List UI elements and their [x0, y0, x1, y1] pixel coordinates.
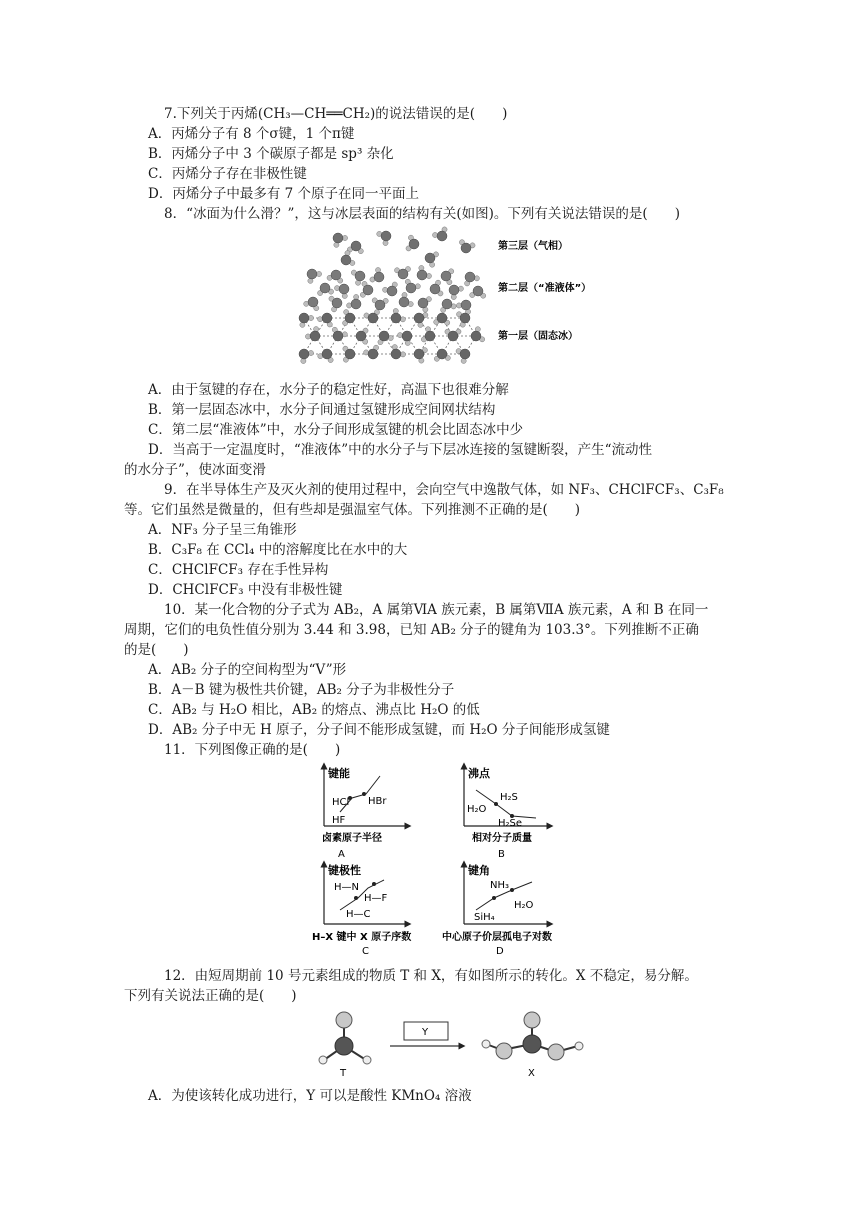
q12-option-a: A．为使该转化成功进行，Y 可以是酸性 KMnO₄ 溶液 [148, 1088, 472, 1104]
q10-option-d: D．AB₂ 分子中无 H 原子，分子间不能形成氢键，而 H₂O 分子间能形成氢键 [148, 722, 610, 738]
svg-text:T: T [340, 1068, 347, 1079]
graph-c [312, 863, 411, 957]
svg-text:D: D [496, 946, 504, 957]
q8-option-d-line2: 的水分子”，使冰面变滑 [124, 462, 266, 478]
q8-option-b: B．第一层固态冰中，水分子间通过氢键形成空间网状结构 [148, 402, 496, 418]
q9-option-a: A．NF₃ 分子呈三角锥形 [148, 522, 297, 538]
svg-text:H–X 键中 X 原子序数: H–X 键中 X 原子序数 [312, 932, 412, 943]
svg-text:键能: 键能 [328, 767, 350, 780]
svg-text:中心原子价层孤电子对数: 中心原子价层孤电子对数 [442, 932, 552, 943]
svg-text:H₂S: H₂S [500, 792, 518, 803]
q9-stem-line1: 9．在半导体生产及灭火剂的使用过程中，会向空气中逸散气体，如 NF₃、CHClFCF₃、C₃F₈ [164, 482, 724, 498]
q9-option-d: D．CHClFCF₃ 中没有非极性键 [148, 582, 343, 598]
molecule-x [482, 1012, 583, 1079]
svg-text:相对分子质量: 相对分子质量 [472, 833, 532, 844]
label-layer-2: 第二层（“准液体”） [498, 283, 592, 294]
q10-option-b: B．A－B 键为极性共价键，AB₂ 分子为非极性分子 [148, 682, 455, 698]
q10-option-c: C．AB₂ 与 H₂O 相比，AB₂ 的熔点、沸点比 H₂O 的低 [148, 702, 480, 718]
q7-option-c: C．丙烯分子存在非极性键 [148, 166, 307, 182]
q10-stem-line1: 10．某一化合物的分子式为 AB₂，A 属第ⅥA 族元素，B 属第ⅦA 族元素，A 和 B 在同一 [164, 602, 709, 618]
t-to-x-reaction-figure [300, 1006, 600, 1082]
svg-text:A: A [338, 849, 345, 860]
label-layer-1: 第一层（固态冰） [498, 331, 578, 342]
q7-option-b: B．丙烯分子中 3 个碳原子都是 sp³ 杂化 [148, 146, 394, 162]
svg-text:键极性: 键极性 [328, 864, 361, 877]
q8-option-d-line1: D．当高于一定温度时，“准液体”中的水分子与下层冰连接的氢键断裂，产生“流动性 [148, 442, 653, 458]
svg-text:C: C [362, 946, 369, 957]
svg-text:H—N: H—N [334, 882, 359, 893]
bond-graphs-figure [300, 760, 590, 958]
q10-option-a: A．AB₂ 分子的空间构型为“V”形 [148, 662, 347, 678]
q9-option-c: C．CHClFCF₃ 存在手性异构 [148, 562, 329, 578]
q9-stem-line2: 等。它们虽然是微量的，但有些却是强温室气体。下列推测不正确的是( ) [124, 502, 581, 518]
svg-text:H—C: H—C [346, 909, 371, 920]
molecule-t [319, 1012, 371, 1079]
q7-option-a: A．丙烯分子有 8 个σ键，1 个π键 [148, 126, 355, 142]
svg-text:SiH₄: SiH₄ [474, 912, 495, 923]
ice-layer-figure [290, 226, 620, 366]
svg-text:H₂O: H₂O [467, 804, 487, 815]
q8-option-c: C．第二层“准液体”中，水分子间形成氢键的机会比固态冰中少 [148, 422, 524, 438]
svg-text:HCl: HCl [332, 797, 350, 808]
q9-option-b: B．C₃F₈ 在 CCl₄ 中的溶解度比在水中的大 [148, 542, 408, 558]
q12-stem-line2: 下列有关说法正确的是( ) [124, 988, 297, 1004]
svg-text:卤素原子半径: 卤素原子半径 [322, 833, 382, 844]
q8-option-a: A．由于氢键的存在，水分子的稳定性好，高温下也很难分解 [148, 382, 509, 398]
svg-text:键角: 键角 [468, 864, 490, 877]
svg-text:沸点: 沸点 [468, 767, 490, 780]
graph-a [322, 766, 408, 860]
q10-stem-line2: 周期，它们的电负性值分别为 3.44 和 3.98，已知 AB₂ 分子的键角为 103.3°。下列推断不正确 [124, 622, 699, 638]
svg-text:X: X [528, 1068, 535, 1079]
svg-text:NH₃: NH₃ [490, 880, 510, 891]
svg-text:B: B [498, 849, 505, 860]
q10-stem-line3: 的是( ) [124, 642, 189, 658]
q7-option-d: D．丙烯分子中最多有 7 个原子在同一平面上 [148, 186, 419, 202]
svg-text:HF: HF [332, 815, 346, 826]
svg-text:H—F: H—F [364, 893, 388, 904]
label-layer-3: 第三层（气相） [498, 241, 568, 252]
graph-b [464, 766, 550, 860]
q12-stem-line1: 12．由短周期前 10 号元素组成的物质 T 和 X，有如图所示的转化。X 不稳定，易分解。 [164, 968, 698, 984]
graph-d [442, 863, 552, 957]
q7-stem: 7.下列关于丙烯(CH₃—CH══CH₂)的说法错误的是( ) [164, 106, 508, 122]
svg-text:H₂Se: H₂Se [498, 818, 523, 829]
q11-stem: 11．下列图像正确的是( ) [164, 742, 341, 758]
q8-stem: 8．“冰面为什么滑？”，这与冰层表面的结构有关(如图)。下列有关说法错误的是( ) [164, 206, 680, 222]
reagent-y-label: Y [422, 1027, 429, 1038]
reaction-arrow [390, 1022, 462, 1046]
svg-text:H₂O: H₂O [514, 900, 534, 911]
svg-text:HBr: HBr [368, 796, 387, 807]
